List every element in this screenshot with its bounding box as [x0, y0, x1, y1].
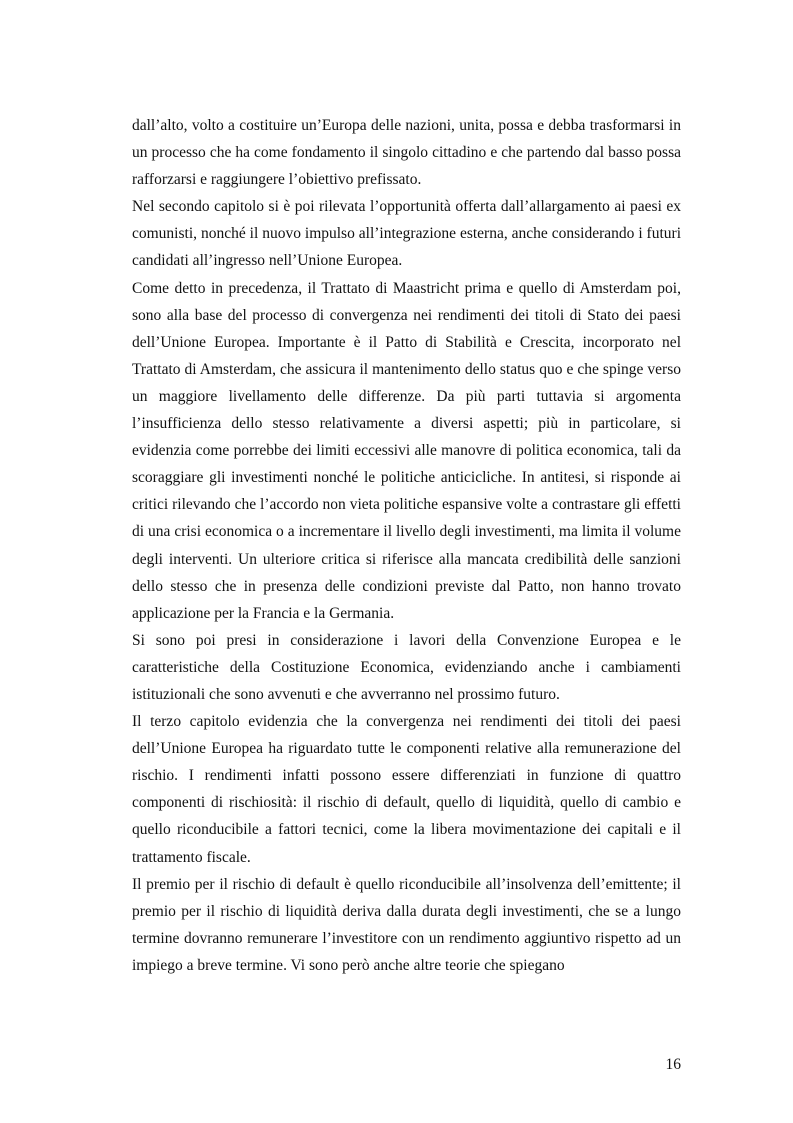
paragraph: Nel secondo capitolo si è poi rilevata l’opportunità offerta dall’allargamento ai paesi ex comunisti, nonché il nuovo impulso all’integrazione esterna, anche considerando i futuri candidati all’ingresso nell’Unione Europea.: [132, 198, 681, 270]
paragraph: Si sono poi presi in considerazione i lavori della Convenzione Europea e le caratteristiche della Costituzione Economica, evidenziando anche i cambiamenti istituzionali che sono avvenuti e che avverranno nel prossimo futuro.: [132, 631, 681, 703]
paragraph: dall’alto, volto a costituire un’Europa delle nazioni, unita, possa e debba trasformarsi in un processo che ha come fondamento il singolo cittadino e che partendo dal basso possa rafforzarsi e raggiungere l’obiettivo prefissato.: [132, 117, 681, 189]
paragraph: Come detto in precedenza, il Trattato di Maastricht prima e quello di Amsterdam poi, sono alla base del processo di convergenza nei rendimenti dei titoli di Stato dei paesi dell’Unione Europea. Importante è il Patto di Stabilità e Crescita, incorporato nel Trattato di Amsterdam, che assicura il mantenimento dello status quo e che spinge verso un maggiore livellamento delle differenze. Da più parti tuttavia si argomenta l’insufficienza dello stesso relativamente a diversi aspetti; più in particolare, si evidenzia come porrebbe dei limiti eccessivi alle manovre di politica economica, tali da scoraggiare gli investimenti nonché le politiche anticicliche. In antitesi, si risponde ai critici rilevando che l’accordo non vieta politiche espansive volte a contrastare gli effetti di una crisi economica o a incrementare il livello degli investimenti, ma limita il volume degli interventi. Un ulteriore critica si riferisce alla mancata credibilità delle sanzioni dello stesso che in presenza delle condizioni previste dal Patto, non hanno trovato applicazione per la Francia e la Germania.: [132, 279, 681, 622]
paragraph: Il premio per il rischio di default è quello riconducibile all’insolvenza dell’emittente; il premio per il rischio di liquidità deriva dalla durata degli investimenti, che se a lungo termine dovranno remunerare l’investitore con un rendimento aggiuntivo rispetto ad un impiego a breve termine. Vi sono però anche altre teorie che spiegano: [132, 875, 681, 974]
body-text: [132, 112, 681, 979]
page-number: 16: [665, 1056, 681, 1073]
paragraph: Il terzo capitolo evidenzia che la convergenza nei rendimenti dei titoli dei paesi dell’Unione Europea ha riguardato tutte le componenti relative alla remunerazione del rischio. I rendimenti infatti possono essere differenziati in funzione di quattro componenti di rischiosità: il rischio di default, quello di liquidità, quello di cambio e quello riconducibile a fattori tecnici, come la libera movimentazione dei capitali e il trattamento fiscale.: [132, 713, 681, 866]
